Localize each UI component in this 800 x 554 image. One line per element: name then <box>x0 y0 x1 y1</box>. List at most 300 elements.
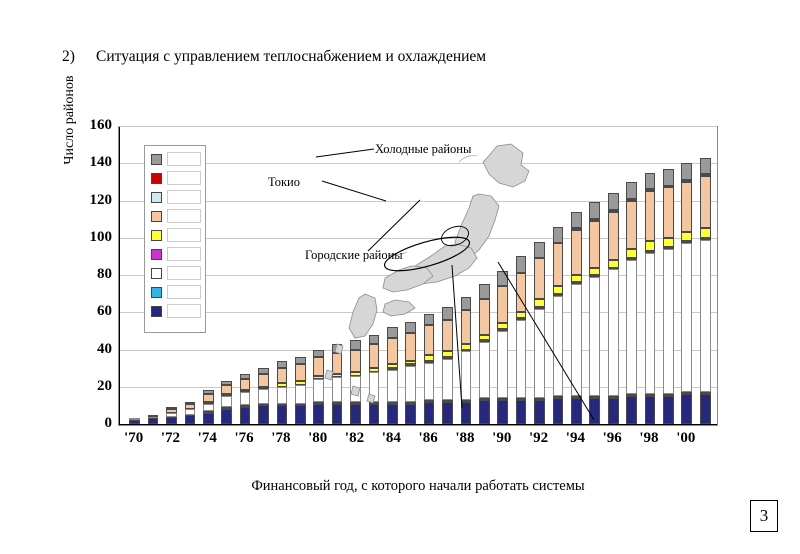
x-axis-title: Финансовый год, с которого начали работать системы <box>251 478 585 494</box>
bar-segment <box>663 394 674 396</box>
bar-segment <box>424 363 435 400</box>
x-tick-label: '72 <box>160 430 181 446</box>
bar-segment <box>589 268 600 275</box>
bar-segment <box>442 400 453 402</box>
bar-segment <box>387 338 398 364</box>
bar-segment <box>645 191 656 241</box>
bar-segment <box>461 310 472 344</box>
legend-item <box>151 266 201 282</box>
bar <box>221 381 232 424</box>
bar-segment <box>461 349 472 351</box>
bar-segment <box>626 258 637 260</box>
bar-segment <box>166 417 177 424</box>
bar-segment <box>516 312 527 318</box>
bar-segment <box>479 398 490 400</box>
bar <box>589 202 600 424</box>
bar-segment <box>589 398 600 424</box>
x-tick-label: '74 <box>197 430 217 446</box>
bar-segment <box>663 169 674 186</box>
legend-item <box>151 171 201 187</box>
bar-segment <box>461 297 472 310</box>
bar-segment <box>516 318 527 320</box>
bar-segment <box>626 182 637 199</box>
x-axis-tick-labels <box>118 430 718 454</box>
x-tick-label: '84 <box>381 430 401 446</box>
bar-segment <box>663 249 674 394</box>
legend-label <box>167 247 201 261</box>
bar-segment <box>663 396 674 424</box>
bar-segment <box>166 409 177 413</box>
bar-segment <box>369 344 380 368</box>
bar-segment <box>663 187 674 237</box>
bar <box>424 314 435 424</box>
bar-segment <box>681 394 692 424</box>
chart-legend <box>144 145 206 333</box>
bar-segment <box>626 201 637 249</box>
bar-segment <box>221 407 232 409</box>
bar-segment <box>332 344 343 353</box>
bar-segment <box>516 320 527 398</box>
legend-label <box>167 171 201 185</box>
bar <box>258 368 269 424</box>
bar-segment <box>479 335 490 341</box>
bar-segment <box>497 271 508 286</box>
legend-label <box>167 209 201 223</box>
bar-segment <box>240 405 251 407</box>
bar-segment <box>221 385 232 394</box>
bar-segment <box>700 176 711 228</box>
bar-segment <box>295 403 306 405</box>
bar-segment <box>608 267 619 269</box>
bar-segment <box>277 368 288 383</box>
bar-segment <box>129 418 140 420</box>
bar <box>442 307 453 424</box>
bar-segment <box>258 405 269 424</box>
bar <box>166 407 177 424</box>
bar-segment <box>221 409 232 424</box>
bar-segment <box>442 351 453 357</box>
bar-segment <box>626 199 637 201</box>
bar-segment <box>497 398 508 400</box>
legend-label <box>167 152 201 166</box>
bar-segment <box>626 249 637 258</box>
bar-segment <box>663 247 674 249</box>
bar-segment <box>645 253 656 395</box>
bar-segment <box>461 344 472 350</box>
bar-segment <box>645 173 656 190</box>
bar-segment <box>240 392 251 405</box>
bar <box>700 158 711 424</box>
x-tick-label: '82 <box>344 430 365 446</box>
bar-segment <box>589 396 600 398</box>
bar-segment <box>295 357 306 364</box>
bar <box>148 415 159 424</box>
legend-swatch <box>151 230 162 241</box>
bar-segment <box>332 402 343 404</box>
bar-segment <box>645 394 656 396</box>
bar-segment <box>553 286 564 293</box>
bar-segment <box>479 400 490 424</box>
bar-segment <box>663 185 674 187</box>
bar-segment <box>203 402 214 404</box>
bar-segment <box>221 396 232 407</box>
bar-segment <box>203 411 214 413</box>
bar-segment <box>534 309 545 398</box>
bar <box>663 169 674 424</box>
legend-item <box>151 304 201 320</box>
bar-segment <box>240 379 251 390</box>
y-tick-label: 80 <box>97 266 112 282</box>
bar-segment <box>424 361 435 363</box>
bar-segment <box>148 415 159 417</box>
bar-segment <box>387 368 398 370</box>
bar-segment <box>387 402 398 404</box>
bar-segment <box>479 299 490 334</box>
bar-segment <box>405 364 416 366</box>
bar <box>350 340 361 424</box>
bar <box>571 212 582 424</box>
bar-segment <box>571 396 582 398</box>
bar-segment <box>295 381 306 385</box>
bar-segment <box>497 323 508 329</box>
bar-segment <box>405 322 416 333</box>
bar-segment <box>553 296 564 397</box>
legend-item <box>151 152 201 168</box>
bar-segment <box>681 232 692 241</box>
bar-segment <box>700 240 711 393</box>
bar-segment <box>313 376 324 380</box>
bar-segment <box>277 403 288 405</box>
bar-segment <box>571 284 582 396</box>
bar-segment <box>700 174 711 176</box>
bar-segment <box>497 329 508 331</box>
bar-segment <box>663 238 674 247</box>
y-tick-label: 120 <box>89 191 112 208</box>
bar-segment <box>626 396 637 424</box>
legend-label <box>167 190 201 204</box>
bar-segment <box>369 335 380 344</box>
legend-swatch <box>151 211 162 222</box>
bar-segment <box>240 374 251 380</box>
bar-segment <box>166 413 177 417</box>
bar-segment <box>608 269 619 396</box>
bar-segment <box>221 394 232 396</box>
gridline <box>119 163 717 164</box>
bar <box>461 297 472 424</box>
bar-segment <box>553 398 564 424</box>
bar <box>626 182 637 424</box>
bar <box>240 374 251 424</box>
bar-segment <box>240 407 251 424</box>
bar <box>313 350 324 425</box>
bar-segment <box>258 403 269 405</box>
bar-segment <box>369 402 380 404</box>
bar-segment <box>185 415 196 424</box>
bar-segment <box>332 353 343 373</box>
bar-segment <box>313 402 324 404</box>
gridline <box>119 126 717 127</box>
bar-segment <box>387 370 398 402</box>
bar-segment <box>424 355 435 361</box>
bar-segment <box>516 273 527 312</box>
bar-segment <box>571 275 582 282</box>
bar-segment <box>497 400 508 424</box>
legend-label <box>167 228 201 242</box>
bar-segment <box>534 400 545 424</box>
bar-segment <box>295 385 306 404</box>
bar-segment <box>277 383 288 387</box>
y-tick-label: 0 <box>104 415 112 431</box>
bar-segment <box>589 275 600 277</box>
y-tick-label: 100 <box>89 228 112 245</box>
bar <box>185 402 196 424</box>
bar-segment <box>461 402 472 424</box>
x-tick-label: '96 <box>602 430 622 446</box>
bar-segment <box>479 342 490 398</box>
bar-segment <box>185 404 196 410</box>
bar-segment <box>405 402 416 404</box>
bar-segment <box>277 361 288 368</box>
bar-segment <box>442 359 453 400</box>
bar-segment <box>332 404 343 424</box>
bar-segment <box>295 405 306 424</box>
bar-segment <box>589 277 600 396</box>
y-tick-label: 140 <box>89 154 112 171</box>
bar-segment <box>203 413 214 424</box>
bar-segment <box>405 361 416 365</box>
y-axis-title: Число районов <box>62 75 77 165</box>
bar-segment <box>534 258 545 299</box>
bar-segment <box>645 241 656 250</box>
bar <box>387 327 398 424</box>
bar-segment <box>277 387 288 404</box>
bar-segment <box>442 402 453 424</box>
page-title-number: 2) <box>62 48 75 65</box>
bar-segment <box>608 396 619 398</box>
bar <box>332 344 343 424</box>
y-tick-label: 20 <box>97 377 112 394</box>
bar-segment <box>148 416 159 418</box>
legend-swatch <box>151 287 162 298</box>
bar-segment <box>369 404 380 424</box>
bar-segment <box>608 260 619 267</box>
bar <box>497 271 508 424</box>
bar-segment <box>424 400 435 402</box>
bar-segment <box>700 158 711 175</box>
bar-segment <box>424 402 435 424</box>
bar-segment <box>534 398 545 400</box>
bar-segment <box>553 243 564 286</box>
bar-segment <box>387 404 398 424</box>
page-number: 3 <box>750 500 778 532</box>
bar-segment <box>589 221 600 268</box>
bar-segment <box>571 282 582 284</box>
bar-segment <box>258 374 269 387</box>
bar-segment <box>626 394 637 396</box>
bar-segment <box>681 182 692 232</box>
bar <box>295 357 306 424</box>
bar-segment <box>442 320 453 352</box>
bar-segment <box>608 398 619 424</box>
bar-segment <box>461 400 472 402</box>
bar-segment <box>350 376 361 402</box>
bar-segment <box>553 396 564 398</box>
bar-segment <box>681 243 692 392</box>
bar-segment <box>700 394 711 424</box>
bar-segment <box>681 163 692 180</box>
bar <box>277 361 288 424</box>
bar <box>608 193 619 424</box>
bar-segment <box>553 227 564 244</box>
x-axis-line <box>119 424 717 425</box>
bar-segment <box>608 193 619 210</box>
bar-segment <box>626 260 637 394</box>
bar-segment <box>571 398 582 424</box>
bar-segment <box>700 392 711 394</box>
x-tick-label: '86 <box>418 430 438 446</box>
bar-segment <box>424 314 435 325</box>
bar-segment <box>258 389 269 404</box>
page-title-text: Ситуация с управлением теплоснабжением и охлаждением <box>96 48 487 65</box>
legend-item <box>151 247 201 263</box>
bar-segment <box>405 366 416 401</box>
legend-swatch <box>151 249 162 260</box>
legend-item <box>151 228 201 244</box>
x-tick-label: '94 <box>565 430 585 446</box>
bar-segment <box>479 340 490 342</box>
annotation-cold-regions: Холодные районы <box>375 142 472 156</box>
bar-segment <box>332 377 343 401</box>
legend-label <box>167 266 201 280</box>
bar-segment <box>369 372 380 402</box>
chart-plot-area <box>118 126 718 426</box>
bar-segment <box>295 364 306 381</box>
bar-segment <box>387 327 398 338</box>
bar-segment <box>442 307 453 320</box>
bar <box>681 163 692 424</box>
bar-segment <box>497 286 508 323</box>
legend-label <box>167 304 201 318</box>
bar-segment <box>405 404 416 424</box>
bar-segment <box>166 407 177 409</box>
bar-segment <box>258 387 269 389</box>
bar <box>645 173 656 424</box>
bar-segment <box>313 357 324 376</box>
legend-swatch <box>151 154 162 165</box>
bar-segment <box>313 350 324 357</box>
bar-segment <box>185 402 196 404</box>
bar-segment <box>203 404 214 411</box>
x-tick-label: '92 <box>528 430 549 446</box>
bar-segment <box>681 241 692 243</box>
bar-segment <box>221 381 232 385</box>
annotation-urban-regions: Городские районы <box>305 248 403 262</box>
legend-item <box>151 190 201 206</box>
bar-segment <box>350 350 361 372</box>
bar-segment <box>645 396 656 424</box>
bar-segment <box>258 368 269 374</box>
bar-segment <box>203 394 214 401</box>
bar-segment <box>424 325 435 355</box>
y-axis-line <box>119 127 120 425</box>
legend-item <box>151 285 201 301</box>
bar-segment <box>313 404 324 424</box>
bar-segment <box>700 238 711 240</box>
bar-segment <box>553 294 564 296</box>
bar-segment <box>350 404 361 424</box>
legend-item <box>151 209 201 225</box>
bar-segment <box>700 228 711 237</box>
bar <box>553 227 564 424</box>
bar-segment <box>681 180 692 182</box>
bar-segment <box>608 210 619 212</box>
legend-swatch <box>151 268 162 279</box>
bar-segment <box>479 284 490 299</box>
page-title <box>62 48 762 66</box>
bar-segment <box>516 256 527 273</box>
bar-segment <box>350 372 361 376</box>
bar-segment <box>369 368 380 372</box>
y-tick-label: 60 <box>97 303 112 320</box>
bar <box>203 390 214 424</box>
x-tick-label: '90 <box>492 430 512 446</box>
x-tick-label: '88 <box>455 430 475 446</box>
bar-segment <box>534 299 545 306</box>
bar <box>405 322 416 424</box>
bar-segment <box>185 409 196 415</box>
bar-segment <box>405 333 416 361</box>
bar-segment <box>534 242 545 259</box>
y-tick-label: 40 <box>97 340 112 357</box>
x-tick-label: '98 <box>639 430 659 446</box>
bar-segment <box>571 212 582 229</box>
x-tick-label: '00 <box>676 430 696 446</box>
y-tick-label: 160 <box>89 117 112 133</box>
bar-segment <box>516 398 527 400</box>
bar-segment <box>516 400 527 424</box>
bar-segment <box>571 228 582 230</box>
bar-segment <box>387 364 398 368</box>
bar-segment <box>589 219 600 221</box>
bar-segment <box>645 189 656 191</box>
bar-segment <box>589 202 600 219</box>
bar-segment <box>681 392 692 394</box>
bar-segment <box>442 357 453 359</box>
annotation-tokyo: Токио <box>268 175 300 189</box>
bar-segment <box>571 230 582 275</box>
legend-swatch <box>151 173 162 184</box>
bar <box>369 335 380 424</box>
x-tick-label: '80 <box>308 430 328 446</box>
bar-segment <box>461 351 472 399</box>
bar <box>516 256 527 424</box>
x-tick-label: '70 <box>124 430 144 446</box>
bar-segment <box>240 390 251 392</box>
bar-segment <box>608 212 619 260</box>
legend-label <box>167 285 201 299</box>
bar-segment <box>277 405 288 424</box>
bar-segment <box>203 390 214 394</box>
legend-swatch <box>151 306 162 317</box>
bar-segment <box>497 331 508 398</box>
bar-segment <box>645 251 656 253</box>
bar-segment <box>332 374 343 378</box>
legend-swatch <box>151 192 162 203</box>
bar <box>479 284 490 424</box>
x-tick-label: '78 <box>271 430 291 446</box>
bar-segment <box>313 379 324 401</box>
bar-segment <box>534 307 545 309</box>
